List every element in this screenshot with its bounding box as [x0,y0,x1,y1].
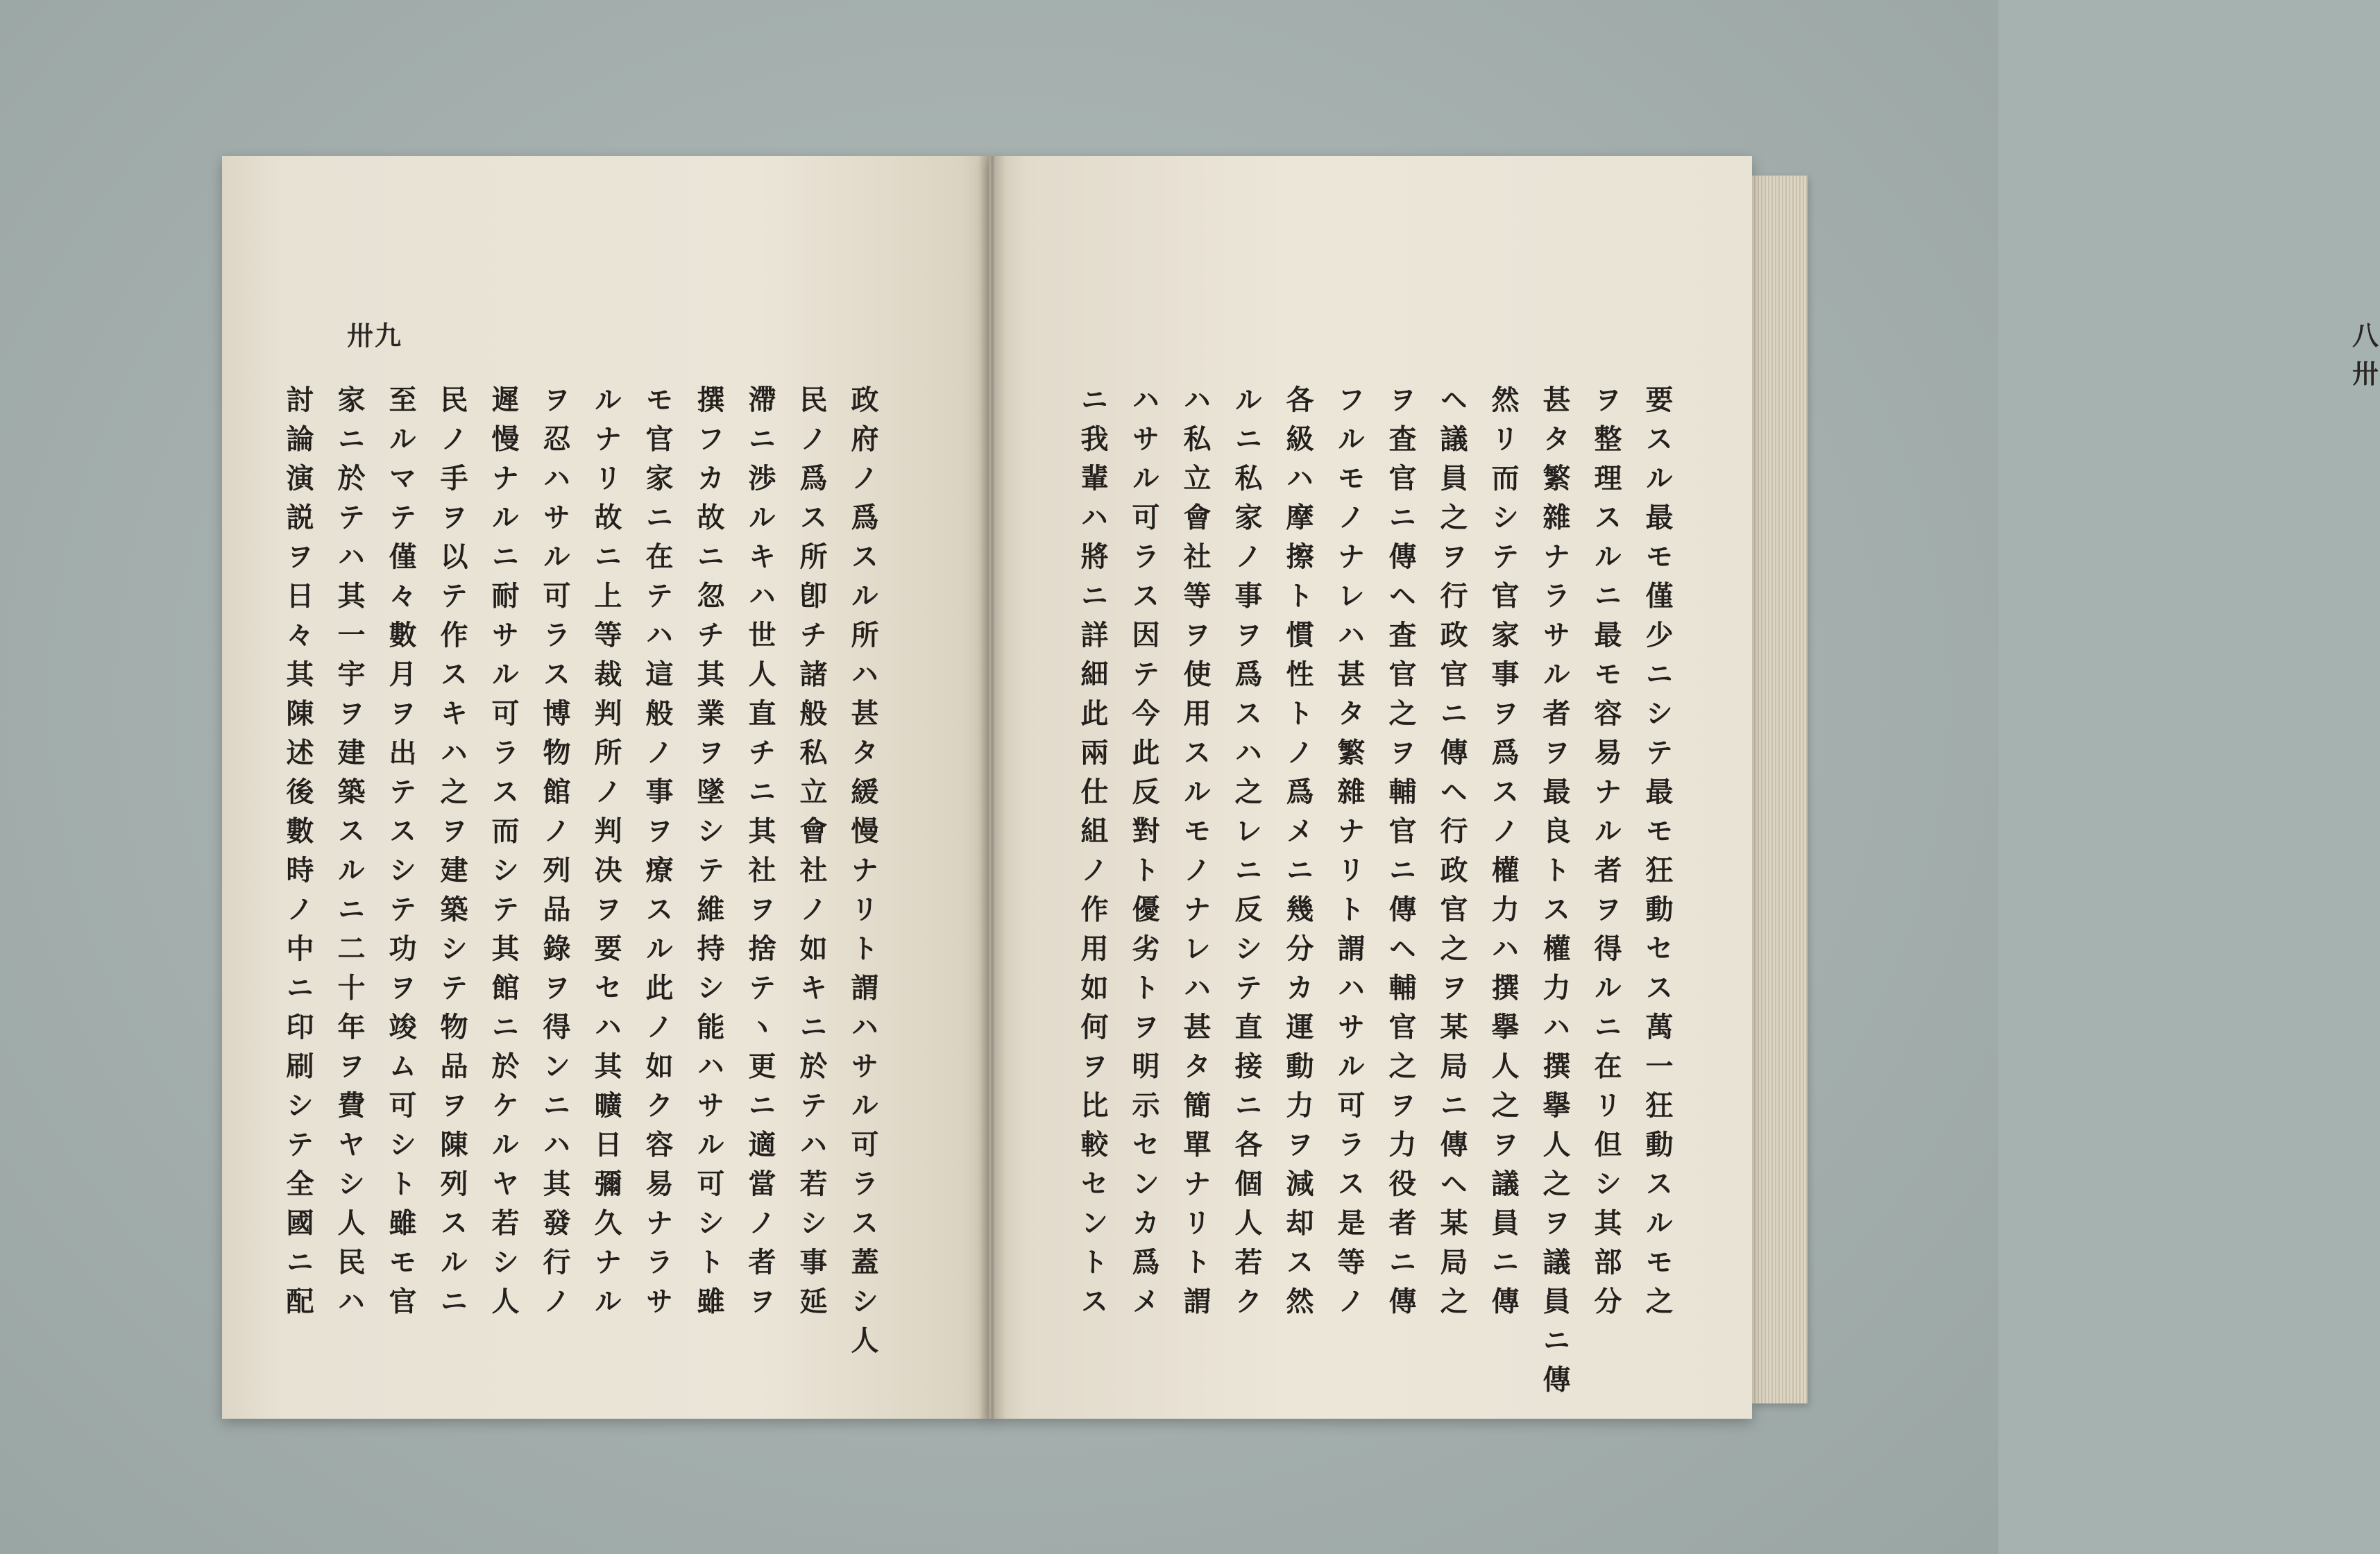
text-column: 甚タ繁雜ナラサル者ヲ最良トス權力ハ撰擧人之ヲ議員ニ傳 [1538,385,1571,1404]
text-column: 民ノ爲ス所卽チ諸般私立會社ノ如キニ於テハ若シ事延 [795,385,828,1326]
text-column: ヲ査官ニ傳ヘ査官之ヲ輔官ニ傳ヘ輔官之ヲ力役者ニ傳 [1384,385,1417,1326]
left-text-block [282,385,888,1365]
text-column: 各級ハ摩擦ト慣性トノ爲メニ幾分カ運動力ヲ減却ス然 [1282,385,1314,1326]
text-column: フルモノナレハ甚タ繁雜ナリト謂ハサル可ラス是等ノ [1333,385,1366,1326]
text-column: モ官家ニ在テハ這般ノ事ヲ療スル此ノ如ク容易ナラサ [641,385,674,1326]
text-column: ハ私立會社等ヲ使用スルモノナレハ甚タ簡單ナリト謂 [1179,385,1212,1326]
text-column: 討論演説ヲ日々其陳述後數時ノ中ニ印刷シテ全國ニ配 [282,385,314,1326]
left-page [222,156,992,1419]
text-column: ヲ忍ハサル可ラス博物館ノ列品錄ヲ得ンニハ其發行ノ [538,385,571,1326]
text-column: ルニ私家ノ事ヲ爲スハ之レニ反シテ直接ニ各個人若ク [1230,385,1263,1326]
page-edges [1752,176,1808,1403]
page-number-right: 八卅 [2352,320,2380,389]
text-column: 遲慢ナルニ耐サル可ラス而シテ其館ニ於ケルヤ若シ人 [487,385,520,1326]
text-column: 要スル最モ僅少ニシテ最モ狂動セス萬一狂動スルモ之 [1641,385,1674,1326]
text-column: ハサル可ラス因テ今此反對ト優劣トヲ明示センカ爲メ [1128,385,1160,1326]
text-column: 然リ而シテ官家事ヲ爲スノ權力ハ撰擧人之ヲ議員ニ傳 [1487,385,1520,1326]
text-column: 政府ノ爲スル所ハ甚タ緩慢ナリト謂ハサル可ラス蓋シ人 [847,385,879,1365]
text-column: ヲ整理スルニ最モ容易ナル者ヲ得ルニ在リ但シ其部分 [1590,385,1622,1326]
text-column: 至ルマテ僅々數月ヲ出テスシテ功ヲ竣ム可シト雖モ官 [384,385,417,1326]
right-text-block [1065,385,1683,1404]
page-number-left: 卅九 [347,320,403,351]
text-column: 家ニ於テハ其一宇ヲ建築スルニ二十年ヲ費ヤシ人民ハ [333,385,366,1326]
open-book [222,156,2380,1426]
book-gutter [978,156,1006,1419]
text-column: 滯ニ渉ルキハ世人直チニ其社ヲ捨テヽ更ニ適當ノ者ヲ [744,385,776,1326]
text-column: 民ノ手ヲ以テ作スキハ之ヲ建築シテ物品ヲ陳列スルニ [436,385,468,1326]
right-page [989,156,2380,1419]
text-column: ヘ議員之ヲ行政官ニ傳ヘ行政官之ヲ某局ニ傳ヘ某局之 [1436,385,1468,1326]
text-column: ニ我輩ハ將ニ詳細此兩仕組ノ作用如何ヲ比較セントス [1076,385,1109,1326]
text-column: ルナリ故ニ上等裁判所ノ判决ヲ要セハ其曠日彌久ナル [590,385,622,1326]
text-column: 撰フカ故ニ忽チ其業ヲ墜シテ維持シ能ハサル可シト雖 [692,385,725,1326]
